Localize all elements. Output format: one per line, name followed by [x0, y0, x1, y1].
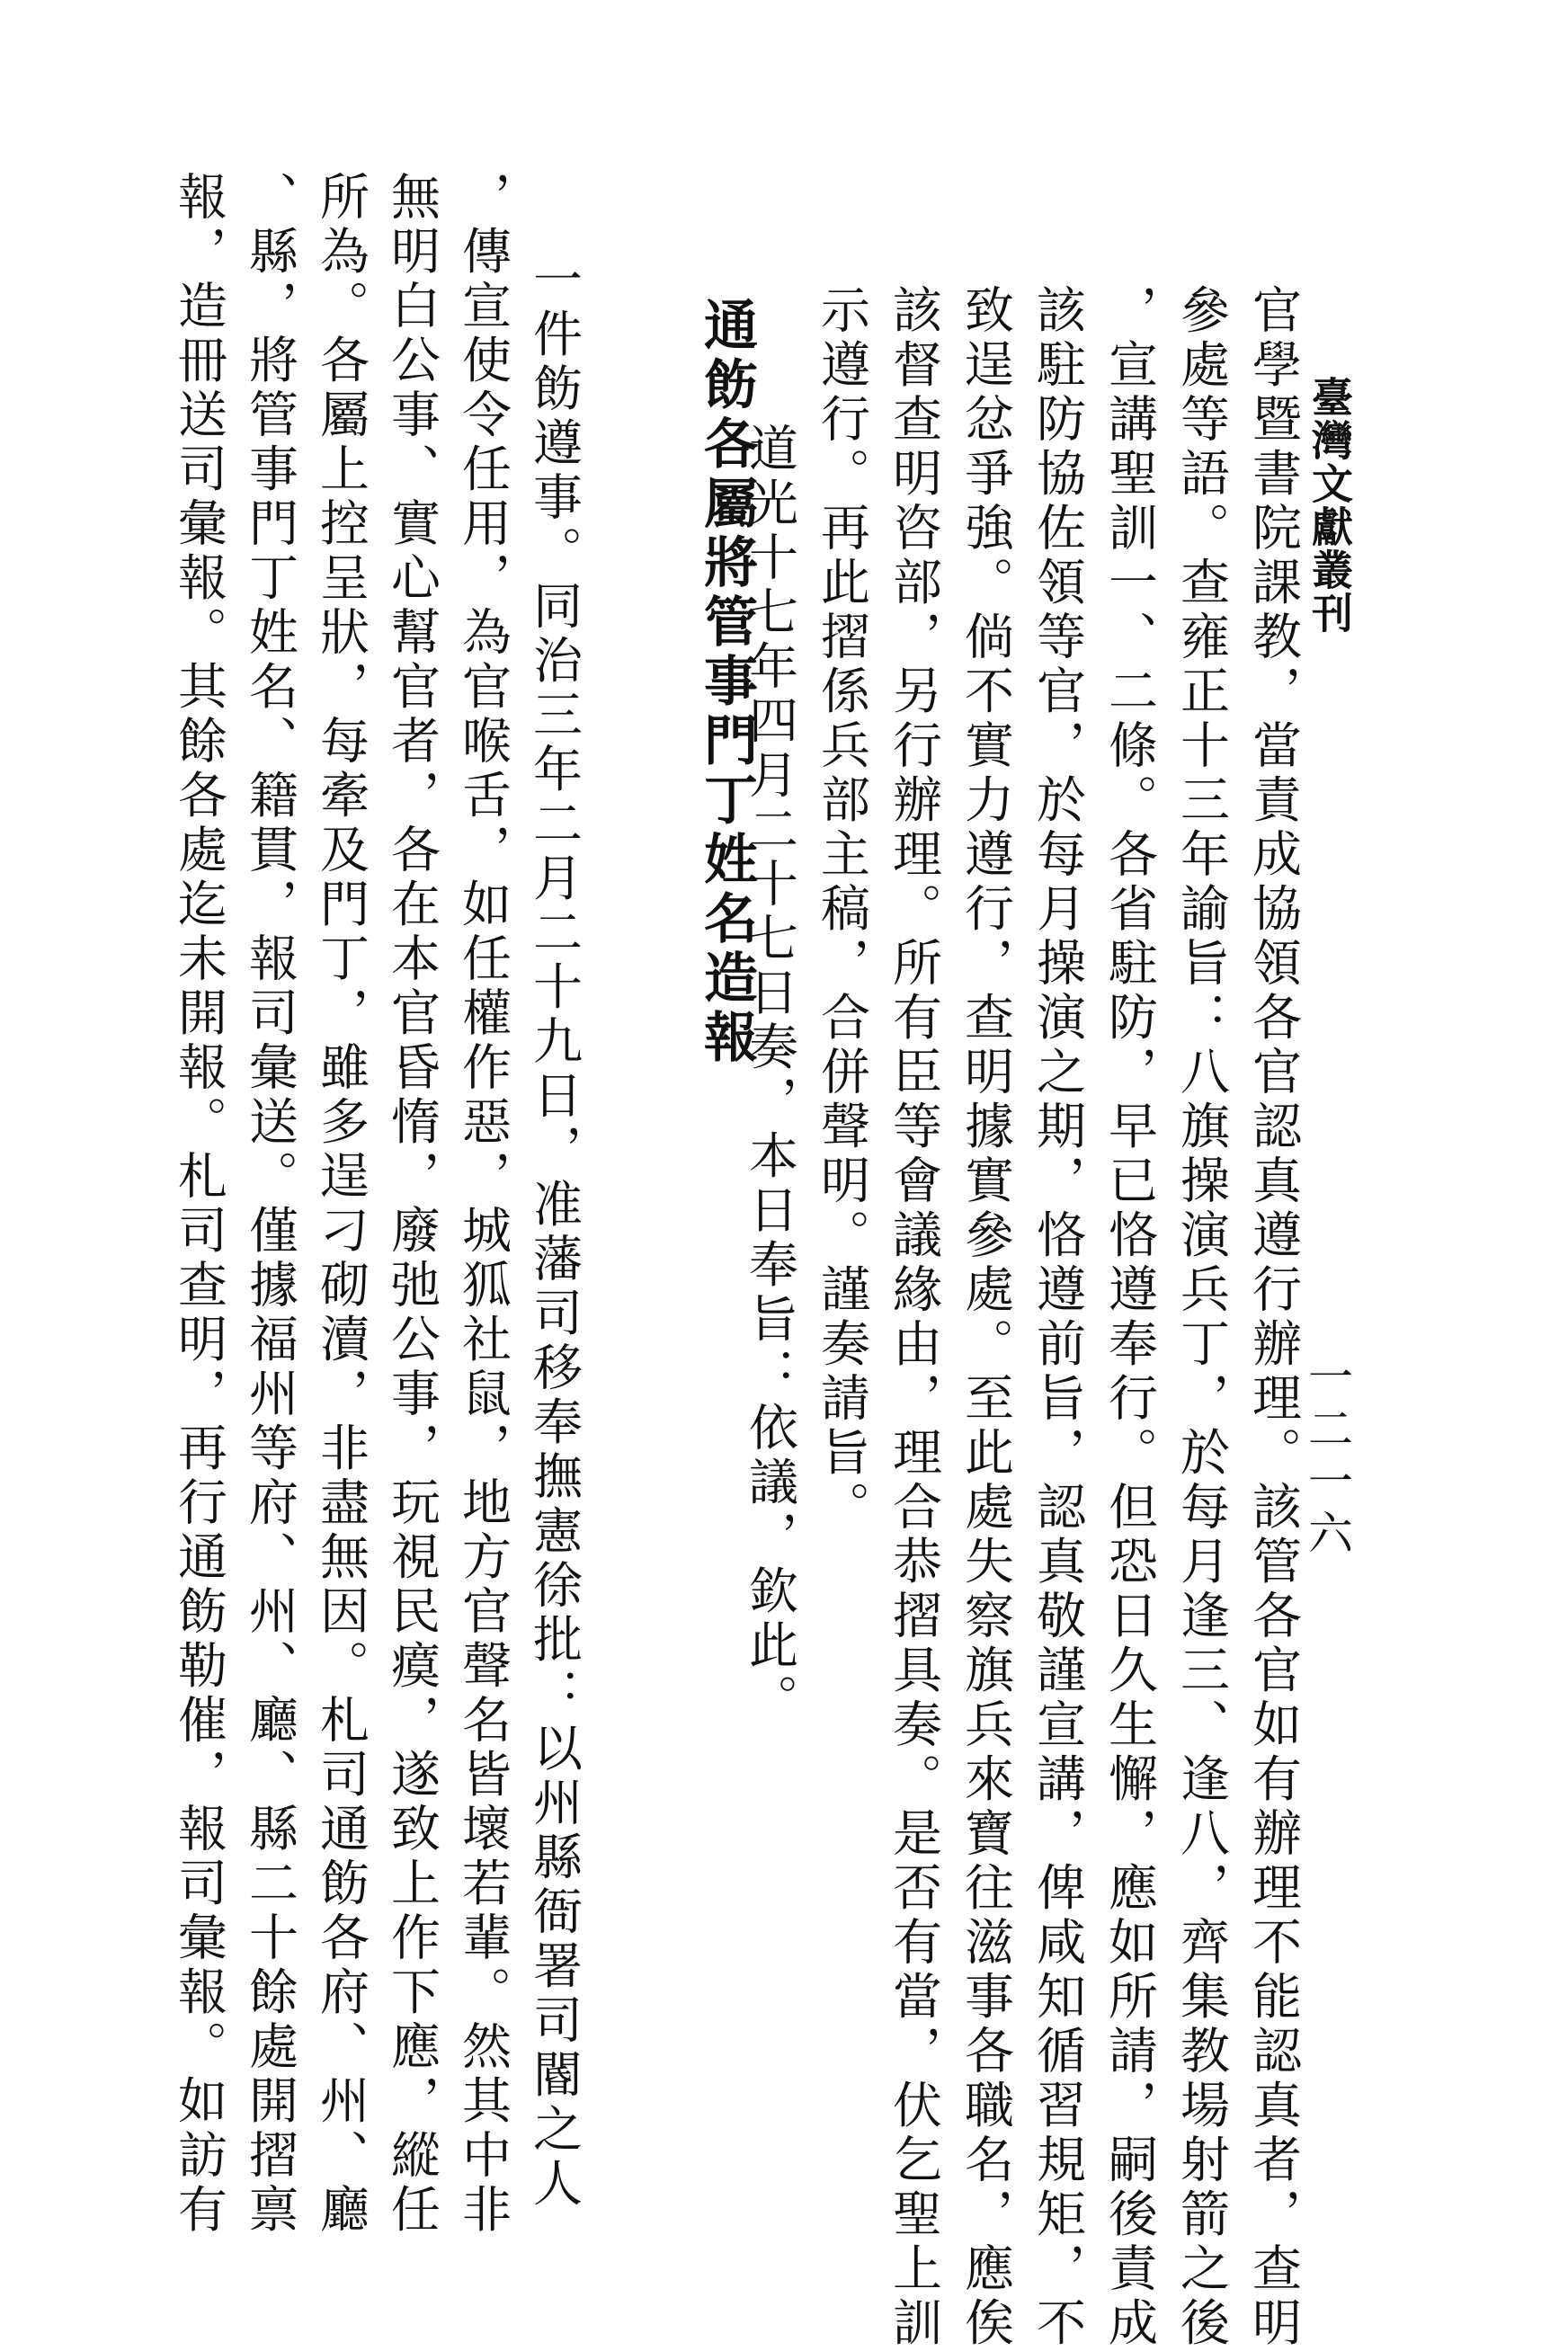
- text-column: 該督查明咨部，另行辦理。所有臣等會議緣由，理合恭摺具奏。是否有當，伏乞聖上訓: [885, 284, 942, 2351]
- text-column: 示遵行。再此摺係兵部主稿，合併聲明。謹奏請旨。: [813, 284, 870, 1536]
- text-column: 致逞忿爭強。倘不實力遵行，查明據實參處。至此處失察旗兵來寶往滋事各職名，應俟: [957, 284, 1014, 2351]
- text-column: 參處等語。查雍正十三年諭旨：八旗操演兵丁，於每月逢三、逢八，齊集教場射箭之後: [1172, 284, 1230, 2351]
- text-column: 一件飭遵事。同治三年二月二十九日，准藩司移奉撫憲徐批：以州縣衙署司閽之人: [525, 254, 583, 2212]
- running-header-title: 臺灣文獻叢刊: [1305, 376, 1354, 635]
- text-column: 官學暨書院課教，當責成協領各官認真遵行辦理。該管各官如有辦理不能認真者，查明: [1244, 284, 1302, 2351]
- date-line: 道光十七年四月二十七日奏，本日奉旨：依議，欽此。: [741, 423, 798, 1728]
- text-column: ，傳宣使令任用，為官喉舌，如任權作惡，城狐社鼠，地方官聲名皆壞若輩。然其中非: [454, 171, 512, 2238]
- text-column: 無明白公事、實心幫官者，各在本官昏惰，廢弛公事，玩視民瘼，遂致上作下應，縱任: [383, 171, 441, 2238]
- page-number: 一二一六: [1301, 1353, 1353, 1562]
- section-title: 通飭各屬將管事門丁姓名造報: [695, 297, 758, 1068]
- text-column: 、縣，將管事門丁姓名、籍貫，報司彙送。僅據福州等府、州、廳、縣二十餘處開摺禀: [241, 171, 298, 2238]
- text-column: ，宣講聖訓一、二條。各省駐防，早已恪遵奉行。但恐日久生懈，應如所請，嗣後責成: [1100, 284, 1158, 2351]
- text-column: 所為。各屬上控呈狀，每牽及門丁，雖多逞刁砌瀆，非盡無因。札司通飭各府、州、廳: [312, 171, 370, 2238]
- text-column: 該駐防協佐領等官，於每月操演之期，恪遵前旨，認真敬謹宣講，俾咸知循習規矩，不: [1029, 284, 1086, 2351]
- text-column: 報，造冊送司彙報。其餘各處迄未開報。札司查明，再行通飭勒催，報司彙報。如訪有: [170, 171, 227, 2238]
